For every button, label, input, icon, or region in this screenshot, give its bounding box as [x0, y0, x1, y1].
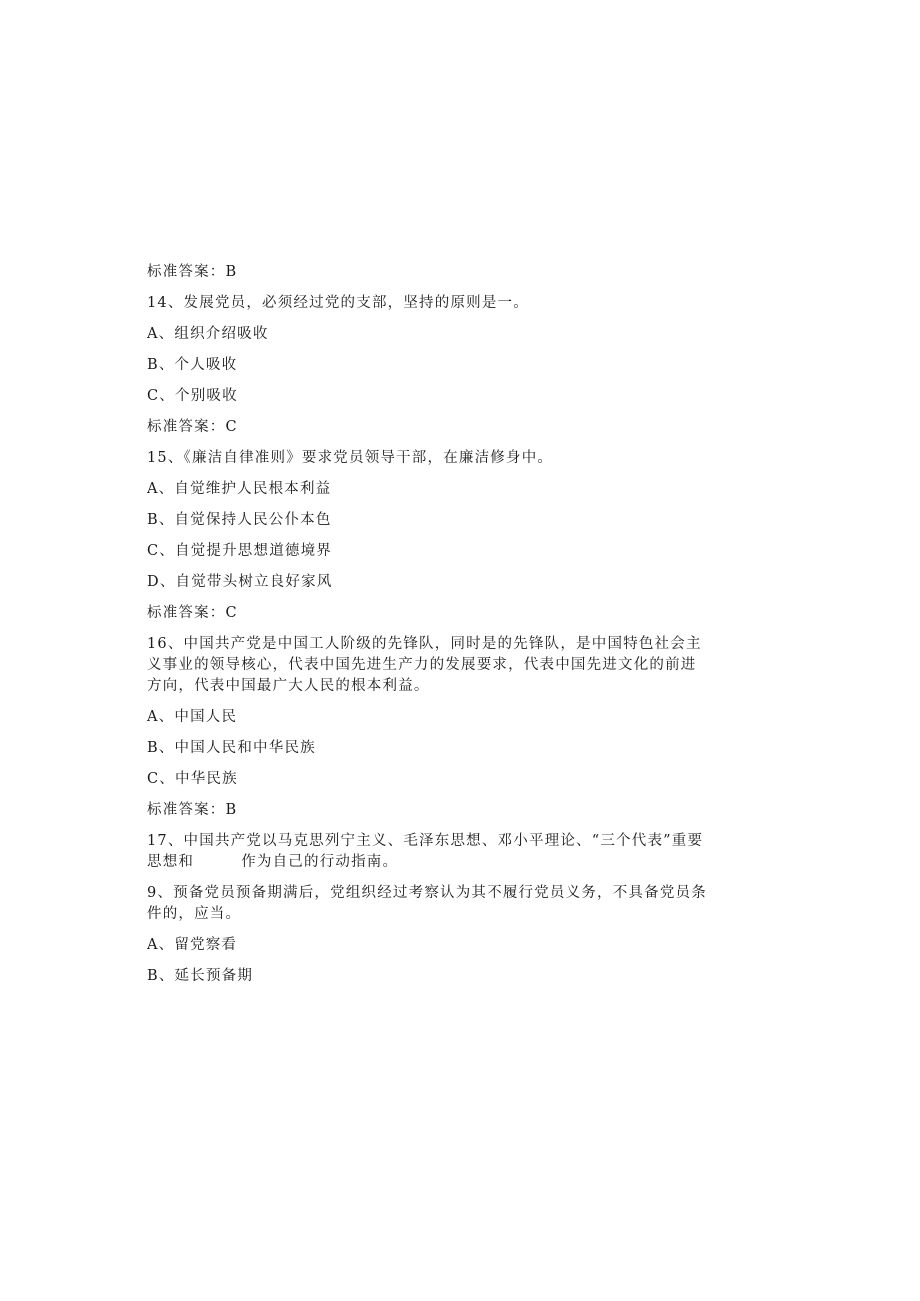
- question-14: 14、发展党员，必须经过党的支部，坚持的原则是一。: [147, 295, 529, 311]
- option-15-b: B、自觉保持人民公仆本色: [147, 512, 332, 528]
- option-9-a: A、留党察看: [147, 937, 238, 953]
- answer-16: 标准答案：B: [147, 802, 238, 818]
- question-15: 15、《廉洁自律准则》要求党员领导干部，在廉洁修身中。: [147, 450, 554, 466]
- question-17: 17、中国共产党以马克思列宁主义、毛泽东思想、邓小平理论、“三个代表”重要思想和 作为自己的行动指南。: [147, 833, 704, 870]
- answer-13: 标准答案：B: [147, 264, 238, 280]
- option-14-c: C、个别吸收: [147, 388, 238, 404]
- question-9: 9、预备党员预备期满后，党组织经过考察认为其不履行党员义务，不具备党员条件的，应当。: [147, 885, 707, 922]
- answer-14: 标准答案：C: [147, 419, 238, 435]
- option-14-b: B、个人吸收: [147, 357, 238, 373]
- option-16-c: C、中华民族: [147, 771, 238, 787]
- option-15-a: A、自觉维护人民根本利益: [147, 481, 332, 497]
- question-16: 16、中国共产党是中国工人阶级的先锋队，同时是的先锋队，是中国特色社会主义事业的领导核心，代表中国先进生产力的发展要求，代表中国先进文化的前进方向，代表中国最广大人民的根本利益。: [147, 636, 702, 694]
- option-16-b: B、中国人民和中华民族: [147, 740, 316, 756]
- option-9-b: B、延长预备期: [147, 968, 254, 984]
- answer-15: 标准答案：C: [147, 605, 238, 621]
- option-15-c: C、自觉提升思想道德境界: [147, 543, 332, 559]
- option-16-a: A、中国人民: [147, 709, 238, 725]
- option-14-a: A、组织介绍吸收: [147, 326, 269, 342]
- document-body: [147, 262, 707, 997]
- option-15-d: D、自觉带头树立良好家风: [147, 574, 333, 590]
